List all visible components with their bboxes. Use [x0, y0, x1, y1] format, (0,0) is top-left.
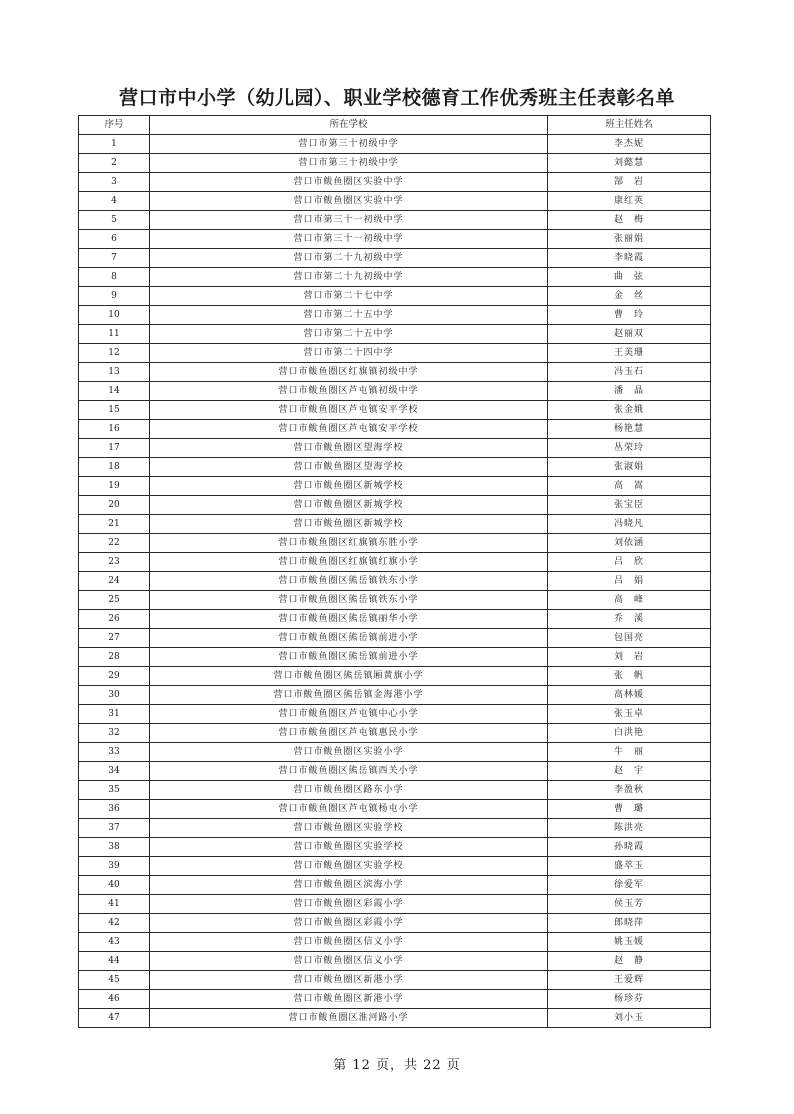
row-number: 6 [79, 230, 150, 249]
teacher-name: 陈洪亮 [548, 819, 711, 838]
school-name: 营口市鲅鱼圈区实验中学 [150, 173, 548, 192]
teacher-name: 冯玉石 [548, 363, 711, 382]
table-row [79, 439, 711, 458]
row-number: 27 [79, 629, 150, 648]
school-name: 营口市第三十初级中学 [150, 154, 548, 173]
teacher-name: 赵 梅 [548, 211, 711, 230]
school-name: 营口市鲅鱼圈区新港小学 [150, 971, 548, 990]
school-name: 营口市鲅鱼圈区路东小学 [150, 781, 548, 800]
table-row [79, 686, 711, 705]
row-number: 14 [79, 382, 150, 401]
teacher-name: 刘依涵 [548, 534, 711, 553]
row-number: 23 [79, 553, 150, 572]
school-name: 营口市鲅鱼圈区芦屯镇安平学校 [150, 401, 548, 420]
column-header-number: 序号 [79, 116, 150, 135]
table-row [79, 325, 711, 344]
teacher-name: 李杰妮 [548, 135, 711, 154]
row-number: 46 [79, 990, 150, 1009]
teacher-name: 张丽娟 [548, 230, 711, 249]
row-number: 33 [79, 743, 150, 762]
school-name: 营口市鲅鱼圈区熊岳镇丽华小学 [150, 610, 548, 629]
table-row [79, 933, 711, 952]
table-row [79, 192, 711, 211]
teacher-name: 赵 静 [548, 952, 711, 971]
teacher-name: 高 峰 [548, 591, 711, 610]
teacher-name: 姚玉媛 [548, 933, 711, 952]
school-name: 营口市第二十九初级中学 [150, 249, 548, 268]
teacher-name: 吕 娟 [548, 572, 711, 591]
school-name: 营口市鲅鱼圈区信义小学 [150, 952, 548, 971]
teacher-name: 张宝臣 [548, 496, 711, 515]
honor-roster-table [78, 115, 711, 1028]
row-number: 2 [79, 154, 150, 173]
row-number: 34 [79, 762, 150, 781]
teacher-name: 侯玉芳 [548, 895, 711, 914]
table-row [79, 287, 711, 306]
table-row [79, 610, 711, 629]
table-row [79, 154, 711, 173]
table-row [79, 363, 711, 382]
row-number: 15 [79, 401, 150, 420]
table-row [79, 914, 711, 933]
table-row [79, 515, 711, 534]
table-row [79, 743, 711, 762]
school-name: 营口市鲅鱼圈区芦屯镇中心小学 [150, 705, 548, 724]
school-name: 营口市鲅鱼圈区信义小学 [150, 933, 548, 952]
row-number: 3 [79, 173, 150, 192]
table-row [79, 971, 711, 990]
table-row [79, 857, 711, 876]
table-row [79, 344, 711, 363]
row-number: 18 [79, 458, 150, 477]
teacher-name: 郎晓萍 [548, 914, 711, 933]
teacher-name: 张金娥 [548, 401, 711, 420]
row-number: 32 [79, 724, 150, 743]
row-number: 39 [79, 857, 150, 876]
school-name: 营口市鲅鱼圈区淮河路小学 [150, 1009, 548, 1028]
school-name: 营口市鲅鱼圈区实验学校 [150, 838, 548, 857]
teacher-name: 曲 弦 [548, 268, 711, 287]
row-number: 16 [79, 420, 150, 439]
row-number: 13 [79, 363, 150, 382]
table-row [79, 876, 711, 895]
teacher-name: 丛荣玲 [548, 439, 711, 458]
table-row [79, 591, 711, 610]
row-number: 19 [79, 477, 150, 496]
school-name: 营口市第二十四中学 [150, 344, 548, 363]
row-number: 29 [79, 667, 150, 686]
row-number: 38 [79, 838, 150, 857]
school-name: 营口市鲅鱼圈区新港小学 [150, 990, 548, 1009]
row-number: 24 [79, 572, 150, 591]
school-name: 营口市鲅鱼圈区新城学校 [150, 515, 548, 534]
row-number: 21 [79, 515, 150, 534]
row-number: 26 [79, 610, 150, 629]
table-row [79, 420, 711, 439]
row-number: 30 [79, 686, 150, 705]
table-row [79, 705, 711, 724]
table-body [79, 135, 711, 1028]
row-number: 37 [79, 819, 150, 838]
row-number: 36 [79, 800, 150, 819]
teacher-name: 王爱辉 [548, 971, 711, 990]
row-number: 45 [79, 971, 150, 990]
row-number: 28 [79, 648, 150, 667]
teacher-name: 曹 璐 [548, 800, 711, 819]
school-name: 营口市鲅鱼圈区熊岳镇西关小学 [150, 762, 548, 781]
school-name: 营口市鲅鱼圈区熊岳镇前进小学 [150, 648, 548, 667]
row-number: 22 [79, 534, 150, 553]
row-number: 31 [79, 705, 150, 724]
school-name: 营口市鲅鱼圈区芦屯镇初级中学 [150, 382, 548, 401]
table-row [79, 895, 711, 914]
row-number: 5 [79, 211, 150, 230]
school-name: 营口市鲅鱼圈区红旗镇红旗小学 [150, 553, 548, 572]
table-row [79, 648, 711, 667]
row-number: 40 [79, 876, 150, 895]
table-row [79, 211, 711, 230]
school-name: 营口市鲅鱼圈区滨海小学 [150, 876, 548, 895]
row-number: 20 [79, 496, 150, 515]
table-row [79, 496, 711, 515]
teacher-name: 白洪艳 [548, 724, 711, 743]
school-name: 营口市鲅鱼圈区实验学校 [150, 819, 548, 838]
table-row [79, 458, 711, 477]
table-row [79, 800, 711, 819]
school-name: 营口市鲅鱼圈区望海学校 [150, 458, 548, 477]
school-name: 营口市鲅鱼圈区芦屯镇安平学校 [150, 420, 548, 439]
row-number: 7 [79, 249, 150, 268]
school-name: 营口市鲅鱼圈区彩霞小学 [150, 895, 548, 914]
row-number: 47 [79, 1009, 150, 1028]
row-number: 1 [79, 135, 150, 154]
teacher-name: 李晓霞 [548, 249, 711, 268]
teacher-name: 冯晓凡 [548, 515, 711, 534]
school-name: 营口市鲅鱼圈区望海学校 [150, 439, 548, 458]
teacher-name: 曹 玲 [548, 306, 711, 325]
teacher-name: 郜 岩 [548, 173, 711, 192]
table-row [79, 230, 711, 249]
school-name: 营口市第三十初级中学 [150, 135, 548, 154]
teacher-name: 刘小玉 [548, 1009, 711, 1028]
row-number: 43 [79, 933, 150, 952]
row-number: 11 [79, 325, 150, 344]
teacher-name: 潘 晶 [548, 382, 711, 401]
column-header-teacher: 班主任姓名 [548, 116, 711, 135]
teacher-name: 孙晓霞 [548, 838, 711, 857]
school-name: 营口市鲅鱼圈区芦屯镇杨屯小学 [150, 800, 548, 819]
table-row [79, 838, 711, 857]
table-row [79, 1009, 711, 1028]
row-number: 44 [79, 952, 150, 971]
table-row [79, 952, 711, 971]
teacher-name: 王美珊 [548, 344, 711, 363]
teacher-name: 康红英 [548, 192, 711, 211]
teacher-name: 徐爱军 [548, 876, 711, 895]
table-row [79, 268, 711, 287]
teacher-name: 吕 欣 [548, 553, 711, 572]
school-name: 营口市鲅鱼圈区熊岳镇金海港小学 [150, 686, 548, 705]
row-number: 12 [79, 344, 150, 363]
teacher-name: 乔 溪 [548, 610, 711, 629]
teacher-name: 赵 宇 [548, 762, 711, 781]
table-header-row [79, 116, 711, 135]
table-row [79, 572, 711, 591]
table-row [79, 819, 711, 838]
table-row [79, 477, 711, 496]
teacher-name: 盛萃玉 [548, 857, 711, 876]
document-title: 营口市中小学（幼儿园）、职业学校德育工作优秀班主任表彰名单 [118, 87, 675, 109]
table-row [79, 401, 711, 420]
table-row [79, 553, 711, 572]
school-name: 营口市鲅鱼圈区芦屯镇惠民小学 [150, 724, 548, 743]
table-row [79, 249, 711, 268]
row-number: 8 [79, 268, 150, 287]
school-name: 营口市鲅鱼圈区实验学校 [150, 857, 548, 876]
teacher-name: 赵丽双 [548, 325, 711, 344]
school-name: 营口市鲅鱼圈区红旗镇东胜小学 [150, 534, 548, 553]
table-row [79, 724, 711, 743]
teacher-name: 金 丝 [548, 287, 711, 306]
table-row [79, 990, 711, 1009]
table-row [79, 306, 711, 325]
table-row [79, 629, 711, 648]
teacher-name: 杨艳慧 [548, 420, 711, 439]
table-row [79, 173, 711, 192]
school-name: 营口市鲅鱼圈区红旗镇初级中学 [150, 363, 548, 382]
teacher-name: 杨珍芬 [548, 990, 711, 1009]
school-name: 营口市第二十五中学 [150, 306, 548, 325]
page-number: 第 12 页，共 22 页 [333, 1058, 461, 1073]
row-number: 42 [79, 914, 150, 933]
row-number: 41 [79, 895, 150, 914]
row-number: 4 [79, 192, 150, 211]
school-name: 营口市鲅鱼圈区实验小学 [150, 743, 548, 762]
teacher-name: 张玉卓 [548, 705, 711, 724]
school-name: 营口市鲅鱼圈区熊岳镇厢黄旗小学 [150, 667, 548, 686]
teacher-name: 牛 丽 [548, 743, 711, 762]
school-name: 营口市鲅鱼圈区彩霞小学 [150, 914, 548, 933]
table-row [79, 534, 711, 553]
teacher-name: 张 帆 [548, 667, 711, 686]
school-name: 营口市第三十一初级中学 [150, 230, 548, 249]
school-name: 营口市第三十一初级中学 [150, 211, 548, 230]
school-name: 营口市第二十九初级中学 [150, 268, 548, 287]
school-name: 营口市鲅鱼圈区新城学校 [150, 496, 548, 515]
table-row [79, 762, 711, 781]
school-name: 营口市鲅鱼圈区熊岳镇铁东小学 [150, 591, 548, 610]
row-number: 35 [79, 781, 150, 800]
teacher-name: 高林媛 [548, 686, 711, 705]
teacher-name: 高 嵩 [548, 477, 711, 496]
teacher-name: 张淑娟 [548, 458, 711, 477]
school-name: 营口市鲅鱼圈区熊岳镇铁东小学 [150, 572, 548, 591]
school-name: 营口市鲅鱼圈区实验中学 [150, 192, 548, 211]
teacher-name: 刘懿慧 [548, 154, 711, 173]
row-number: 17 [79, 439, 150, 458]
row-number: 9 [79, 287, 150, 306]
table-row [79, 382, 711, 401]
table-row [79, 135, 711, 154]
teacher-name: 李盈秋 [548, 781, 711, 800]
teacher-name: 包国亮 [548, 629, 711, 648]
teacher-name: 刘 岩 [548, 648, 711, 667]
school-name: 营口市鲅鱼圈区新城学校 [150, 477, 548, 496]
school-name: 营口市鲅鱼圈区熊岳镇前进小学 [150, 629, 548, 648]
row-number: 25 [79, 591, 150, 610]
school-name: 营口市第二十五中学 [150, 325, 548, 344]
row-number: 10 [79, 306, 150, 325]
column-header-school: 所在学校 [150, 116, 548, 135]
school-name: 营口市第二十七中学 [150, 287, 548, 306]
table-row [79, 667, 711, 686]
table-row [79, 781, 711, 800]
